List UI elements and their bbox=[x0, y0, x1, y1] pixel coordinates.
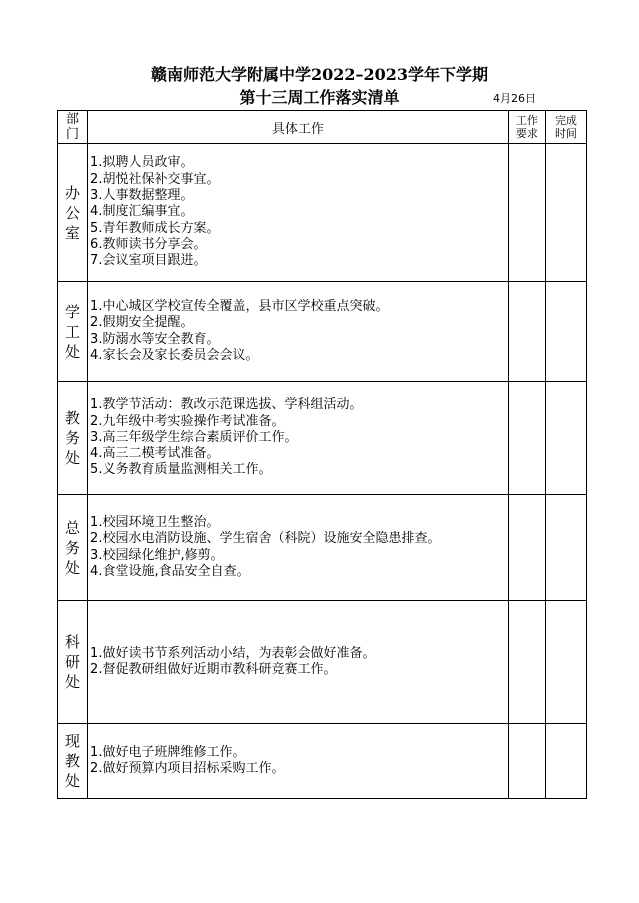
work-item: 2.督促教研组做好近期市教科研竞赛工作。 bbox=[90, 662, 337, 677]
completion-cell[interactable] bbox=[545, 282, 586, 382]
work-item: 1.校园环境卫生整治。 bbox=[90, 514, 220, 530]
work-item: 2.九年级中考实验操作考试准备。 bbox=[90, 413, 285, 429]
header-dept bbox=[58, 111, 88, 144]
work-item: 1.中心城区学校宣传全覆盖，县市区学校重点突破。 bbox=[90, 298, 389, 314]
dept-cell: 现 教 处 bbox=[58, 724, 88, 799]
header-work: 具体工作 bbox=[88, 111, 509, 144]
document-subtitle: 第十三周工作落实清单 bbox=[239, 88, 400, 107]
work-items-cell bbox=[88, 724, 509, 799]
table-header-row bbox=[58, 111, 587, 144]
work-items-cell bbox=[88, 495, 509, 601]
work-item: 7.会议室项目跟进。 bbox=[90, 253, 207, 269]
requirement-cell[interactable] bbox=[508, 382, 545, 495]
work-item: 3.人事数据整理。 bbox=[90, 188, 194, 204]
document-title: 赣南师范大学附属中学2022–2023学年下学期 bbox=[150, 65, 489, 84]
work-items-cell bbox=[88, 601, 509, 724]
dept-cell: 学 工 处 bbox=[58, 282, 88, 382]
work-items-cell bbox=[88, 282, 509, 382]
table-row bbox=[58, 495, 587, 601]
table-row bbox=[58, 724, 587, 799]
table-row bbox=[58, 144, 587, 282]
work-item: 2.校园水电消防设施、学生宿舍（科院）设施安全隐患排查。 bbox=[90, 531, 441, 547]
work-item: 1.做好电子班牌维修工作。 bbox=[90, 744, 246, 760]
work-item: 1.做好读书节系列活动小结，为表彰会做好准备。 bbox=[90, 645, 376, 661]
work-item: 5.义务教育质量监测相关工作。 bbox=[90, 462, 272, 478]
completion-cell[interactable] bbox=[545, 382, 586, 495]
work-item: 3.高三年级学生综合素质评价工作。 bbox=[90, 429, 298, 445]
dept-cell: 教 务 处 bbox=[58, 382, 88, 495]
dept-cell: 科 研 处 bbox=[58, 601, 88, 724]
work-item: 6.教师读书分享会。 bbox=[90, 236, 207, 252]
work-item: 1.拟聘人员政审。 bbox=[90, 155, 194, 171]
requirement-cell[interactable] bbox=[508, 601, 545, 724]
table-row bbox=[58, 601, 587, 724]
work-item: 4.家长会及家长委员会会议。 bbox=[90, 347, 259, 363]
completion-cell[interactable] bbox=[545, 724, 586, 799]
table-row bbox=[58, 282, 587, 382]
requirement-cell[interactable] bbox=[508, 724, 545, 799]
completion-cell[interactable] bbox=[545, 495, 586, 601]
requirement-cell[interactable] bbox=[508, 495, 545, 601]
work-item: 1.教学节活动：教改示范课选拔、学科组活动。 bbox=[90, 397, 363, 413]
work-item: 4.制度汇编事宜。 bbox=[90, 204, 194, 220]
dept-cell: 总 务 处 bbox=[58, 495, 88, 601]
header-dept-label: 部 门 bbox=[66, 112, 80, 142]
header-completion bbox=[545, 111, 586, 144]
header-requirement-label: 工作 要求 bbox=[515, 114, 538, 140]
requirement-cell[interactable] bbox=[508, 282, 545, 382]
header-requirement bbox=[508, 111, 545, 144]
table-row bbox=[58, 382, 587, 495]
work-item: 2.胡悦社保补交事宜。 bbox=[90, 171, 220, 187]
work-items-cell bbox=[88, 144, 509, 282]
document-date: 4月26日 bbox=[493, 92, 536, 105]
work-item: 2.做好预算内项目招标采购工作。 bbox=[90, 761, 285, 776]
work-item: 3.防溺水等安全教育。 bbox=[90, 331, 220, 347]
work-checklist-table bbox=[57, 110, 587, 799]
work-items-cell bbox=[88, 382, 509, 495]
work-item: 3.校园绿化维护,修剪。 bbox=[90, 547, 224, 563]
work-item: 4.高三二模考试准备。 bbox=[90, 446, 220, 462]
work-item: 4.食堂设施,食品安全自查。 bbox=[90, 563, 250, 579]
dept-cell: 办 公 室 bbox=[58, 144, 88, 282]
completion-cell[interactable] bbox=[545, 601, 586, 724]
header-completion-label: 完成 时间 bbox=[554, 114, 577, 140]
completion-cell[interactable] bbox=[545, 144, 586, 282]
work-item: 2.假期安全提醒。 bbox=[90, 315, 194, 331]
work-item: 5.青年教师成长方案。 bbox=[90, 220, 220, 236]
requirement-cell[interactable] bbox=[508, 144, 545, 282]
